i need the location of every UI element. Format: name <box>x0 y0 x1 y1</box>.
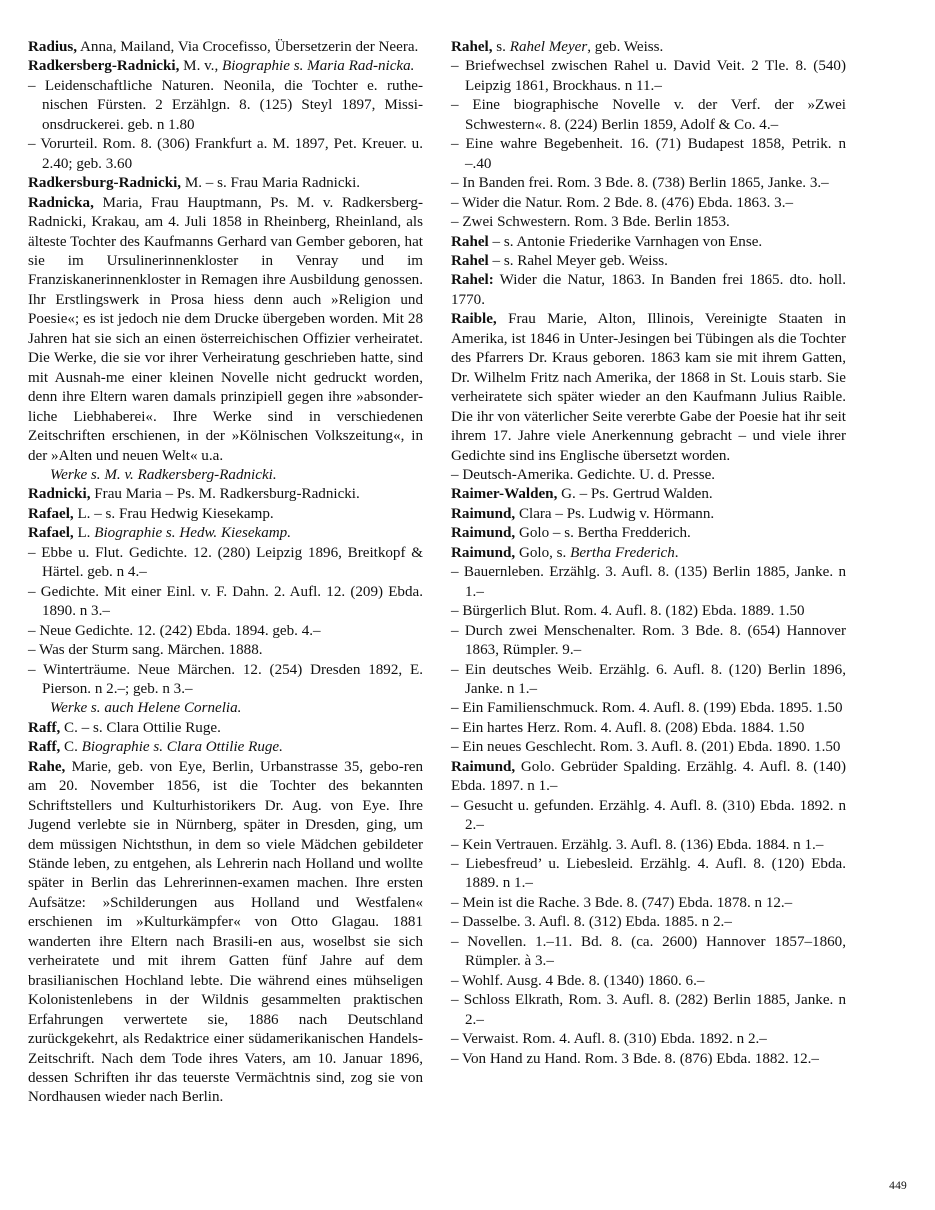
work-entry: – Mein ist die Rache. 3 Bde. 8. (747) Ebda. 1878. n 12.– <box>451 894 793 911</box>
work-entry: – Vorurteil. Rom. 8. (306) Frankfurt a. M. 1897, Pet. Kreuer. u. 2.40; geb. 3.60 <box>28 136 423 172</box>
work-entry: – Novellen. 1.–11. Bd. 8. (ca. 2600) Hannover 1857–1860, Rümpler. à 3.– <box>451 933 846 970</box>
work-entry: – Wider die Natur. Rom. 2 Bde. 8. (476) Ebda. 1863. 3.– <box>451 194 794 211</box>
dictionary-entry: Rahe, Marie, geb. von Eye, Berlin, Urbanstrasse 35, gebo-ren am 20. November 1856, ist die Tochter des bekannten Schriftstellers und Kulturhistorikers Dr. Aug. von Eye. Ihre Jugend verlebte sie in Nürnberg, später in Dresden, ging, um dem müssigen Nichtsthun, in dem so viele Mädchen gebildeter Stände leben, zu entgehen, als Lehrerin nach Holland und wollte später in Berlin das Lehrerinnen-examen machen. Ihre ersten Aufsätze: »Schilderungen aus Holland und Westfalen« erschienen im »Kulturkämpfer« von Otto Glagau. 1881 wanderten ihre Eltern nach Brasili-en aus, woselbst sie sich verheiratete und mit ihrem Gatten fünf Jahre auf dem brasilianischen Hochland lebte. Die während eines mühseligen Kolonistenlebens in der Wildnis gesammelten praktischen Erfahrungen verwertete sie, 1886 nach Deutschland zurückgekehrt, als Redaktrice einer südamerikanischen Handels-Zeitschrift. Nach dem Tode ihres Vaters, am 10. Januar 1896, dessen Schriften ihr das teuerste Vermächtnis sind, zog sie von Nordhausen wieder nach Berlin. <box>28 758 423 1106</box>
work-entry: – Gesucht u. gefunden. Erzählg. 4. Aufl. 8. (310) Ebda. 1892. n 2.– <box>451 797 846 834</box>
dictionary-entry: Radkersberg-Radnicki, M. v., Biographie s. Maria Rad-nicka. <box>28 58 415 75</box>
work-entry: – Von Hand zu Hand. Rom. 3 Bde. 8. (876) Ebda. 1882. 12.– <box>451 1050 819 1067</box>
work-entry: – Leidenschaftliche Naturen. Neonila, die Tochter e. ruthe-nischen Fürsten. 2 Erzählgn. 8. (125) Steyl 1897, Missi-onsdruckerei. geb. n 1.80 <box>28 77 423 133</box>
work-entry: – Ein hartes Herz. Rom. 4. Aufl. 8. (208) Ebda. 1884. 1.50 <box>451 719 805 736</box>
dictionary-entry: Raible, Frau Marie, Alton, Illinois, Vereinigte Staaten in Amerika, ist 1846 in Unter-Jesingen bei Tübingen als die Tochter des Pfarrers Dr. Kraus geboren. 1863 kam sie mit ihrem Gatten, Dr. Wilhelm Fritz nach Amerika, der 1868 in St. Louis starb. Sie verheiratete sich später wieder an den Kaufmann Julius Raible. Die ihr von väterlicher Seite vererbte Gabe der Poesie hat ihr seit ihrem 17. Jahre viele Anerkennung gebracht – und viele ihrer Gedichte sind ins Englische übersetzt worden. <box>451 311 846 464</box>
work-entry: – Bürgerlich Blut. Rom. 4. Aufl. 8. (182) Ebda. 1889. 1.50 <box>451 603 805 620</box>
work-entry: – Ebbe u. Flut. Gedichte. 12. (280) Leipzig 1896, Breitkopf & Härtel. geb. n 4.– <box>28 544 423 581</box>
work-entry: – Bauernleben. Erzählg. 3. Aufl. 8. (135) Berlin 1885, Janke. n 1.– <box>451 564 846 600</box>
work-entry: – In Banden frei. Rom. 3 Bde. 8. (738) Berlin 1865, Janke. 3.– <box>451 175 829 192</box>
dictionary-entry: Radkersburg-Radnicki, M. – s. Frau Maria Radnicki. <box>28 175 361 192</box>
work-entry: – Eine biographische Novelle v. der Verf. der »Zwei Schwestern«. 8. (224) Berlin 1859, Adolf & Co. 4.– <box>451 97 846 133</box>
work-entry: – Ein deutsches Weib. Erzählg. 6. Aufl. 8. (120) Berlin 1896, Janke. n 1.– <box>451 661 846 697</box>
dictionary-entry: Raff, C. Biographie s. Clara Ottilie Ruge. <box>28 739 283 756</box>
dictionary-entry: Raimund, Golo, s. Bertha Frederich. <box>451 544 679 561</box>
work-entry: – Zwei Schwestern. Rom. 3 Bde. Berlin 1853. <box>451 214 730 231</box>
work-entry: – Verwaist. Rom. 4. Aufl. 8. (310) Ebda. 1892. n 2.– <box>451 1031 767 1048</box>
dictionary-entry: Rafael, L. – s. Frau Hedwig Kiesekamp. <box>28 505 274 522</box>
dictionary-entry: Rahel – s. Rahel Meyer geb. Weiss. <box>451 252 668 269</box>
work-entry: – Eine wahre Begebenheit. 16. (71) Budapest 1858, Petrik. n –.40 <box>451 136 846 172</box>
work-entry: – Liebesfreud’ u. Liebesleid. Erzählg. 4. Aufl. 8. (120) Ebda. 1889. n 1.– <box>451 856 846 892</box>
work-entry: – Gedichte. Mit einer Einl. v. F. Dahn. 2. Aufl. 12. (209) Ebda. 1890. n 3.– <box>28 583 423 620</box>
dictionary-entry: Rahel – s. Antonie Friederike Varnhagen von Ense. <box>451 233 763 250</box>
work-entry: – Winterträume. Neue Märchen. 12. (254) Dresden 1892, E. Pierson. n 2.–; geb. n 3.– <box>28 661 423 697</box>
work-entry: – Deutsch-Amerika. Gedichte. U. d. Presse. <box>451 466 716 483</box>
work-entry: – Neue Gedichte. 12. (242) Ebda. 1894. geb. 4.– <box>28 622 321 639</box>
work-entry: – Ein Familienschmuck. Rom. 4. Aufl. 8. (199) Ebda. 1895. 1.50 <box>451 700 843 717</box>
work-entry: – Wohlf. Ausg. 4 Bde. 8. (1340) 1860. 6.– <box>451 972 705 989</box>
dictionary-entry: Radius, Anna, Mailand, Via Crocefisso, Übersetzerin der Neera. <box>28 39 419 55</box>
work-entry: – Ein neues Geschlecht. Rom. 3. Aufl. 8. (201) Ebda. 1890. 1.50 <box>451 739 841 756</box>
cross-reference-note: Werke s. M. v. Radkersberg-Radnicki. <box>50 466 277 483</box>
work-entry: – Kein Vertrauen. Erzählg. 3. Aufl. 8. (136) Ebda. 1884. n 1.– <box>451 836 824 853</box>
cross-reference-note: Werke s. auch Helene Cornelia. <box>50 700 242 717</box>
work-entry: – Dasselbe. 3. Aufl. 8. (312) Ebda. 1885. n 2.– <box>451 914 732 931</box>
two-column-layout <box>28 38 907 1108</box>
dictionary-entry: Raimund, Golo – s. Bertha Fredderich. <box>451 525 691 542</box>
dictionary-entry: Radnicki, Frau Maria – Ps. M. Radkersburg-Radnicki. <box>28 486 360 503</box>
dictionary-entry: Rahel: Wider die Natur, 1863. In Banden frei 1865. dto. holl. 1770. <box>451 272 846 308</box>
work-entry: – Briefwechsel zwischen Rahel u. David Veit. 2 Tle. 8. (540) Leipzig 1861, Brockhaus. n 11.– <box>451 58 846 94</box>
work-entry: – Schloss Elkrath, Rom. 3. Aufl. 8. (282) Berlin 1885, Janke. n 2.– <box>451 992 846 1028</box>
right-text-column <box>451 38 846 1069</box>
dictionary-entry: Raimund, Golo. Gebrüder Spalding. Erzählg. 4. Aufl. 8. (140) Ebda. 1897. n 1.– <box>451 758 846 795</box>
dictionary-entry: Raimer-Walden, G. – Ps. Gertrud Walden. <box>451 486 713 503</box>
dictionary-entry: Raff, C. – s. Clara Ottilie Ruge. <box>28 719 221 736</box>
left-text-column <box>28 38 423 1108</box>
page-number: 449 <box>889 1180 907 1192</box>
dictionary-entry: Radnicka, Maria, Frau Hauptmann, Ps. M. v. Radkersberg-Radnicki, Krakau, am 4. Juli 1858 in Rheinberg, Rheinland, als älteste Tochter des Kaufmanns Gerhard van Gember geboren, hat sie im Ursulinerinnenkloster in Venray und im Franziskanerinnenkloster in Remagen ihre Ausbildung genossen. Ihr Erstlingswerk in Prosa hiess denn auch »Religion und Poesie«; es ist jedoch nie dem Drucke übergeben worden. Mit 28 Jahren hat sie sich an einen österreichischen Offizier verheiratet. Die Werke, die sie vor ihrer Verheiratung geschrieben hatte, sind mit Ausnah-me einer kleinen Novelle nicht gedruckt worden, denn ihre Eltern waren damals prinzipiell gegen ihre »absonder-liche Liebhaberei«. Ihre Werke sind in verschiedenen Zeitschriften erschienen, in der »Kölnischen Volkszeitung«, in der »Alten und neuen Welt« u.a. <box>28 194 423 464</box>
dictionary-entry: Raimund, Clara – Ps. Ludwig v. Hörmann. <box>451 505 715 522</box>
dictionary-entry: Rahel, s. Rahel Meyer, geb. Weiss. <box>451 39 664 55</box>
dictionary-entry: Rafael, L. Biographie s. Hedw. Kiesekamp. <box>28 525 291 542</box>
work-entry: – Was der Sturm sang. Märchen. 1888. <box>28 642 263 659</box>
work-entry: – Durch zwei Menschenalter. Rom. 3 Bde. 8. (654) Hannover 1863, Rümpler. 9.– <box>451 622 846 659</box>
